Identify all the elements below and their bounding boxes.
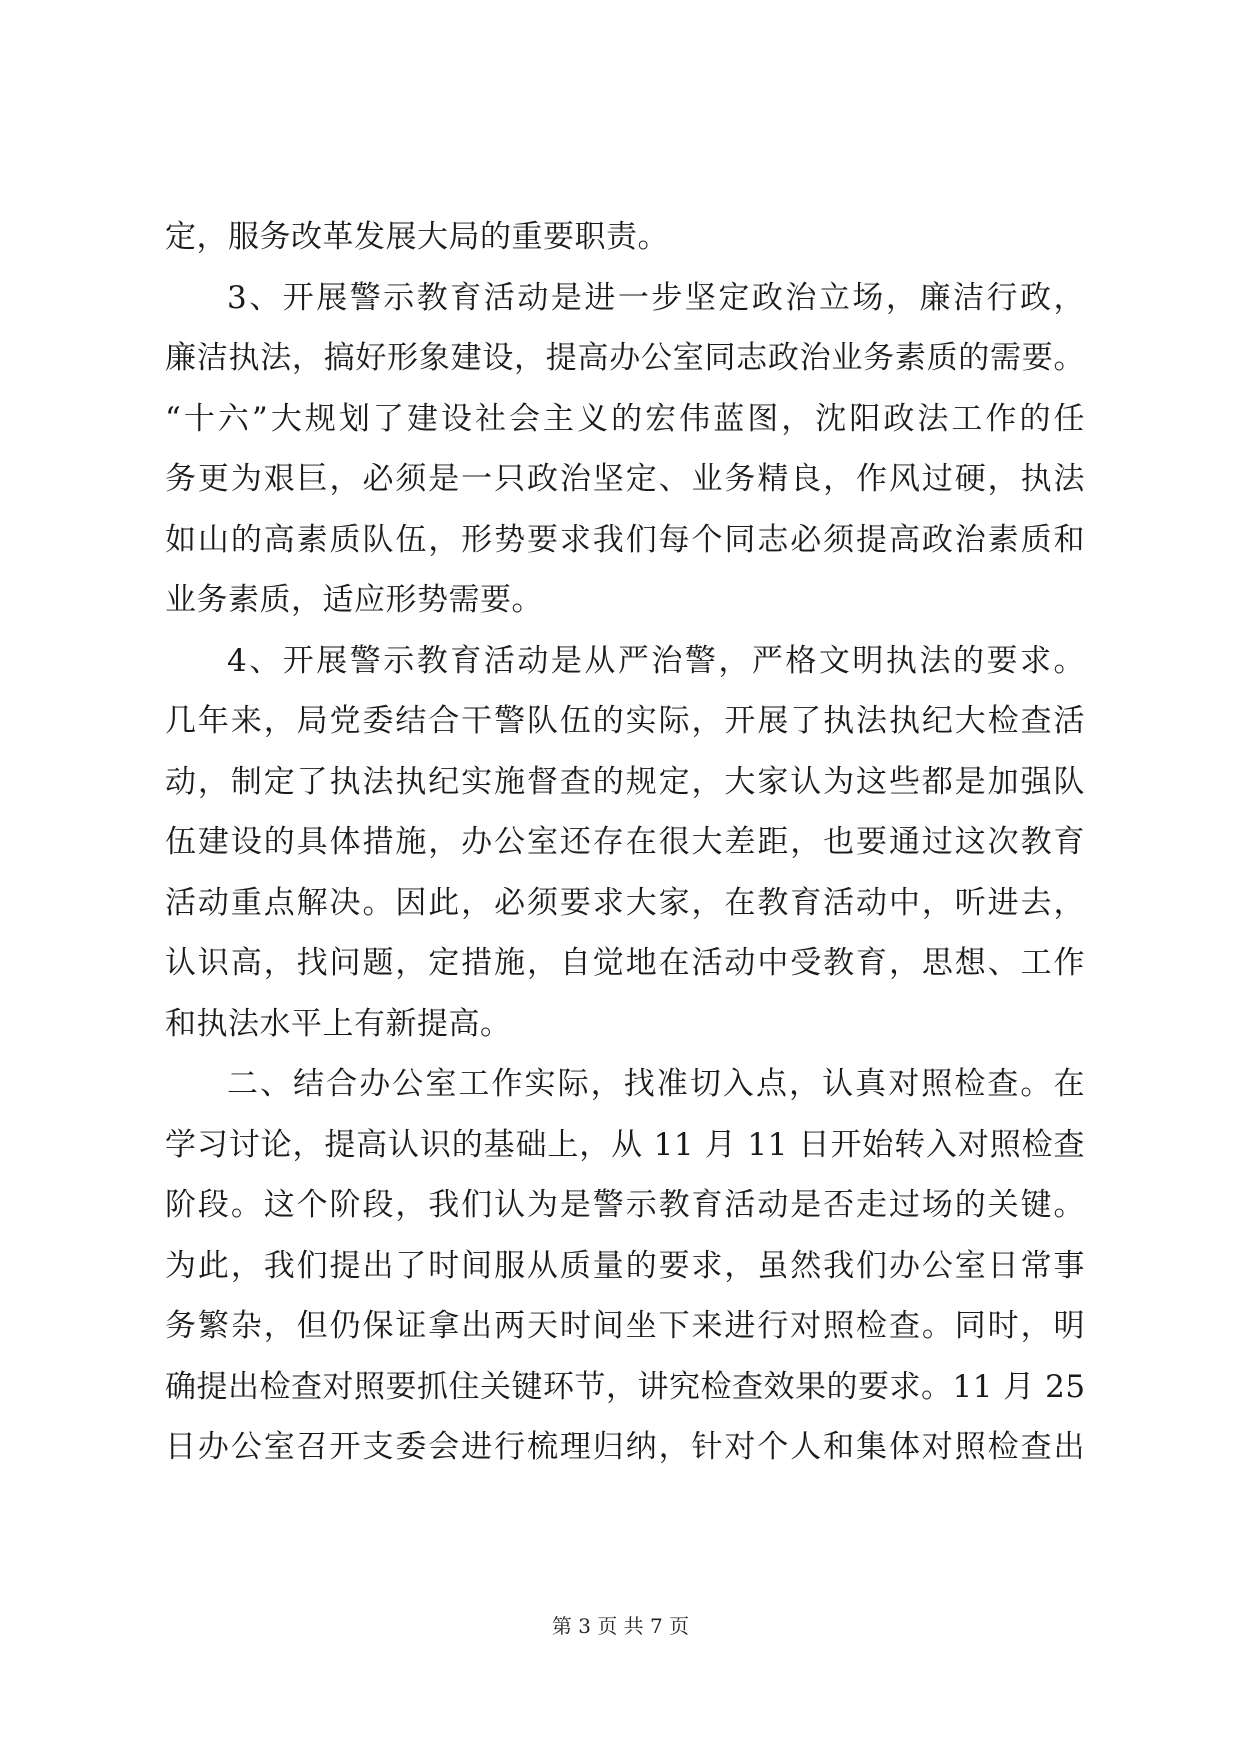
text-line: 阶段。这个阶段，我们认为是警示教育活动是否走过场的关键。 [165, 1187, 1085, 1223]
text-line: 务繁杂，但仍保证拿出两天时间坐下来进行对照检查。同时，明 [165, 1308, 1085, 1344]
text-line: 几年来，局党委结合干警队伍的实际，开展了执法执纪大检查活 [165, 703, 1085, 739]
text-line: 定，服务改革发展大局的重要职责。 [165, 219, 669, 255]
text-line: 4、开展警示教育活动是从严治警，严格文明执法的要求。 [227, 642, 1085, 679]
text-line: 动，制定了执法执纪实施督查的规定，大家认为这些都是加强队 [165, 763, 1085, 800]
page-footer [0, 1614, 1241, 1638]
document-body [165, 207, 1085, 1478]
text-line: 业务素质，适应形势需要。 [165, 582, 543, 618]
text-line: 如山的高素质队伍，形势要求我们每个同志必须提高政治素质和 [165, 521, 1085, 558]
text-line: 为此，我们提出了时间服从质量的要求，虽然我们办公室日常事 [165, 1247, 1085, 1284]
text-line: 3、开展警示教育活动是进一步坚定政治立场，廉洁行政， [227, 279, 1085, 316]
text-line: 活动重点解决。因此，必须要求大家，在教育活动中，听进去， [165, 884, 1085, 921]
text-line: 廉洁执法，搞好形象建设，提高办公室同志政治业务素质的需要。 [165, 340, 1085, 376]
text-line: 认识高，找问题，定措施，自觉地在活动中受教育，思想、工作 [165, 945, 1085, 981]
text-line: 和执法水平上有新提高。 [165, 1005, 512, 1042]
text-line: “十六”大规划了建设社会主义的宏伟蓝图，沈阳政法工作的任 [165, 400, 1085, 437]
text-line: 伍建设的具体措施，办公室还存在很大差距，也要通过这次教育 [165, 824, 1085, 860]
page-number-label: 第 3 页 共 7 页 [551, 1614, 690, 1638]
text-line: 日办公室召开支委会进行梳理归纳，针对个人和集体对照检查出 [165, 1429, 1085, 1465]
text-line: 学习讨论，提高认识的基础上，从 11 月 11 日开始转入对照检查 [165, 1126, 1085, 1163]
text-line: 二、结合办公室工作实际，找准切入点，认真对照检查。在 [227, 1066, 1085, 1102]
text-line: 务更为艰巨，必须是一只政治坚定、业务精良，作风过硬，执法 [165, 461, 1085, 497]
text-line: 确提出检查对照要抓住关键环节，讲究检查效果的要求。11 月 25 [165, 1368, 1086, 1405]
